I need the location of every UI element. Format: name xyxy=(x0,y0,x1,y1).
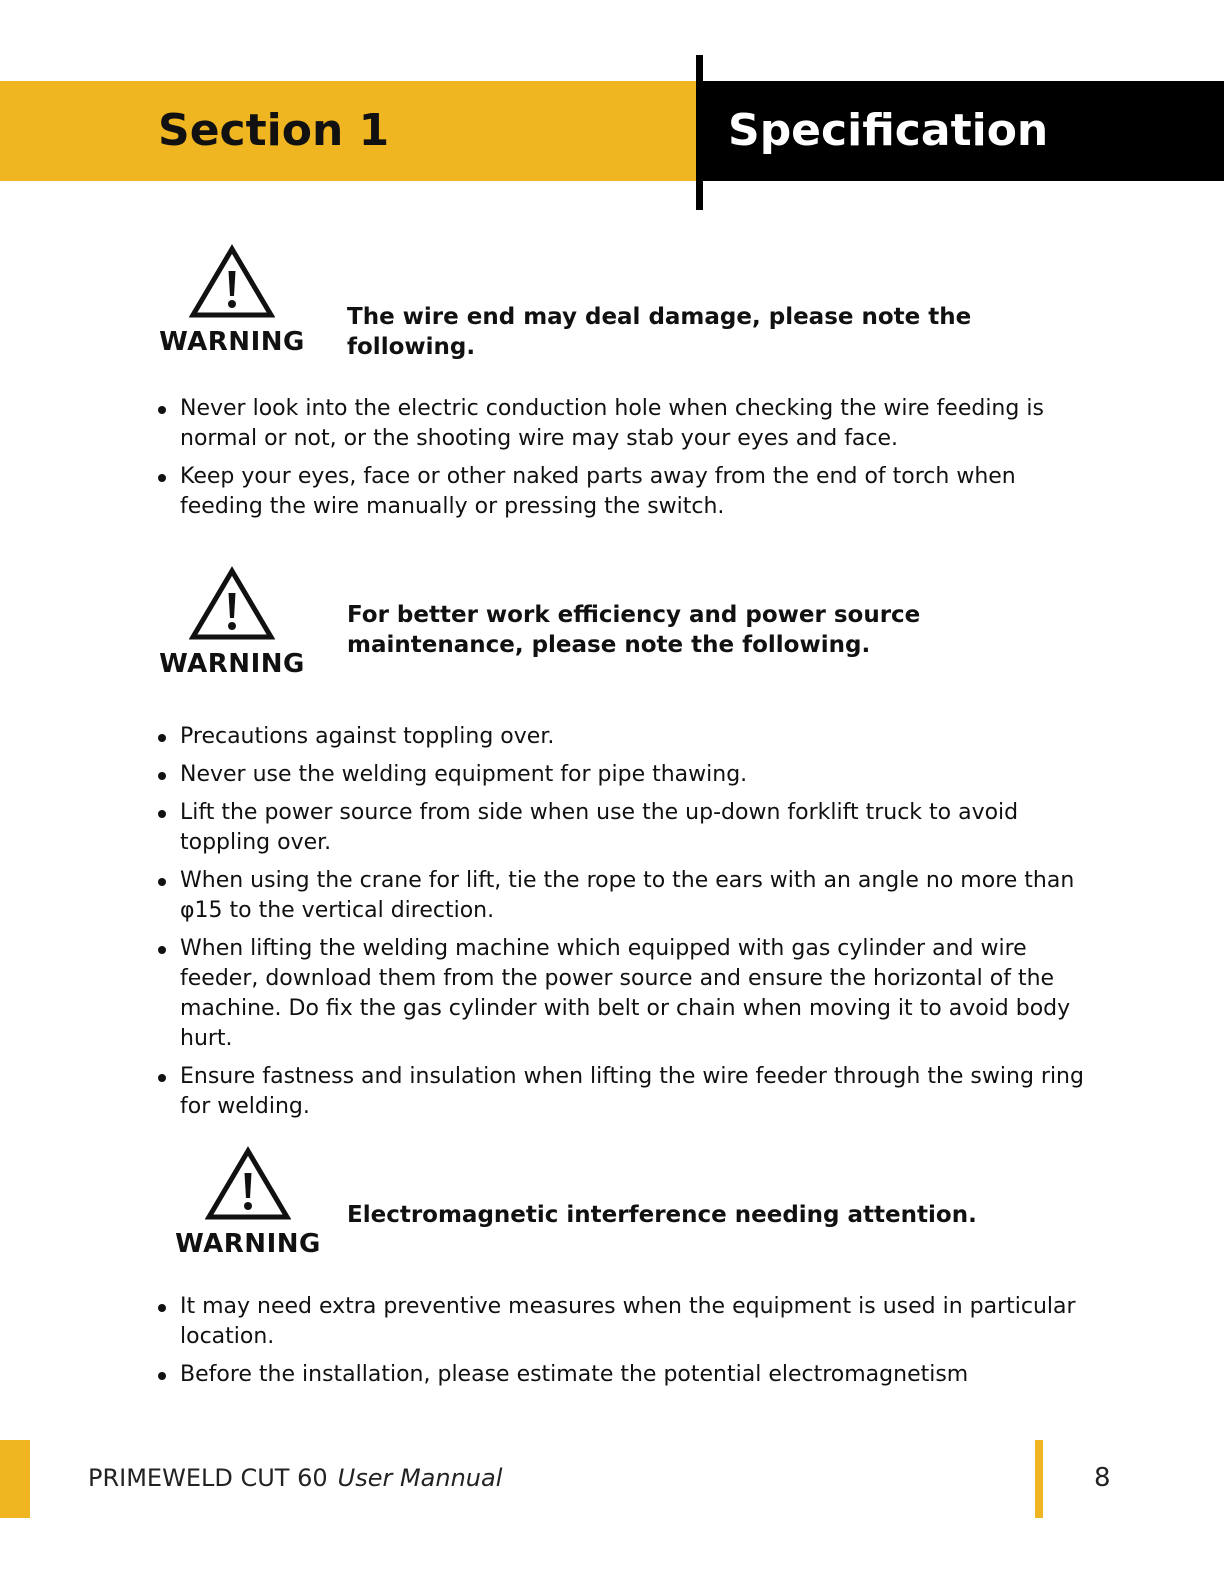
page-number: 8 xyxy=(1094,1463,1111,1493)
warning-label: WARNING xyxy=(175,1229,321,1259)
warning-list xyxy=(158,1292,1098,1398)
list-item: Never look into the electric conduction hole when checking the wire feeding is normal or not, or the shooting wire may stab your eyes and face. xyxy=(158,394,1098,454)
warning-label: WARNING xyxy=(159,327,305,357)
warning-title: For better work efficiency and power source maintenance, please note the following. xyxy=(347,602,921,658)
list-item: Precautions against toppling over. xyxy=(158,722,1098,752)
warning-triangle-icon xyxy=(189,566,275,642)
list-item: When using the crane for lift, tie the rope to the ears with an angle no more than φ15 to the vertical direction. xyxy=(158,866,1098,926)
footer-doc-type: User Mannual xyxy=(337,1464,503,1492)
warning-label: WARNING xyxy=(159,649,305,679)
warning-list xyxy=(158,722,1098,1130)
warning-triangle-icon xyxy=(189,244,275,320)
list-item: When lifting the welding machine which equipped with gas cylinder and wire feeder, download them from the power source and ensure the horizontal of the machine. Do fix the gas cylinder with belt or chain when moving it to avoid body hurt. xyxy=(158,934,1098,1054)
warning-list xyxy=(158,394,1098,530)
footer-title xyxy=(88,1462,502,1494)
list-item: Keep your eyes, face or other naked parts away from the end of torch when feeding the wire manually or pressing the switch. xyxy=(158,462,1098,522)
section-label: Section 1 xyxy=(158,105,390,156)
list-item: Lift the power source from side when use the up-down forklift truck to avoid toppling over. xyxy=(158,798,1098,858)
footer-accent-bar xyxy=(0,1440,30,1518)
list-item: It may need extra preventive measures when the equipment is used in particular location. xyxy=(158,1292,1098,1352)
list-item: Never use the welding equipment for pipe thawing. xyxy=(158,760,1098,790)
footer-product: PRIMEWELD CUT 60 xyxy=(88,1464,328,1492)
page-title: Specification xyxy=(728,105,1049,156)
list-item: Ensure fastness and insulation when lifting the wire feeder through the swing ring for welding. xyxy=(158,1062,1098,1122)
list-item: Before the installation, please estimate the potential electromagnetism xyxy=(158,1360,1098,1390)
warning-title: The wire end may deal damage, please note the following. xyxy=(347,304,972,360)
footer-divider xyxy=(1035,1440,1043,1518)
warning-triangle-icon xyxy=(205,1146,291,1222)
warning-title: Electromagnetic interference needing attention. xyxy=(347,1202,977,1228)
header-divider xyxy=(696,55,703,210)
